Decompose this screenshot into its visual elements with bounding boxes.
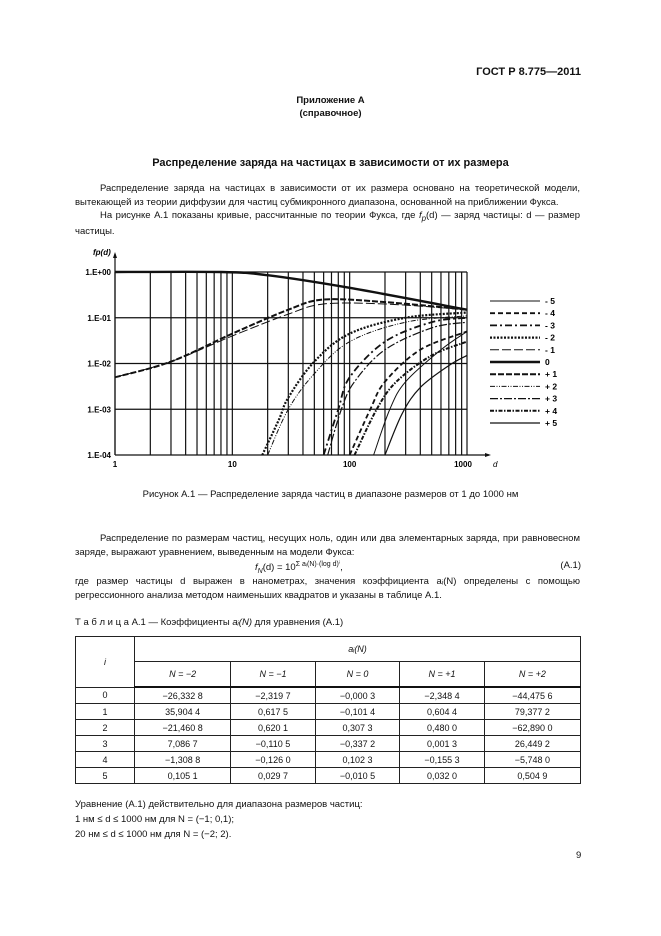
table-cell: −0,000 3 [315,687,400,704]
table-cell: 3 [76,736,135,752]
column-header-label: N = −2 [169,669,197,679]
paragraph-2-text: На рисунке А.1 показаны кривые, рассчитанные по теории Фукса, где [100,210,419,221]
table-row [76,687,581,704]
legend-label: + 4 [545,405,558,416]
x-tick-label: 1000 [454,460,472,469]
column-header [400,662,485,688]
note-line: Уравнение (А.1) действительно для диапазона размеров частиц: [75,799,363,810]
paragraph-4: где размер частицы d выражен в нанометрах, значения коэффициента aᵢ(N) определены с помощью регрессионного анализа методом наименьших квадратов и указаны в таблице А.1. [75,576,580,601]
table-cell: −26,332 8 [135,687,231,704]
y-tick-label: 1.E-03 [87,405,111,415]
legend-label: - 5 [545,296,555,306]
legend-label: - 2 [545,332,555,343]
x-axis-label: d [493,460,498,469]
y-tick-label: 1.E-01 [87,313,111,323]
table-cell: 0,001 3 [400,736,485,752]
table-cell: 0,102 3 [315,752,400,768]
table-row [76,768,581,784]
table-cell: 5 [76,768,135,784]
x-tick-label: 10 [227,460,237,469]
table-cell: −0,101 4 [315,704,400,720]
legend-label: - 4 [545,308,555,319]
page-number: 9 [576,850,582,861]
column-header-label: N = −1 [259,669,287,679]
fp-symbol: f [418,210,422,221]
table-cell: 0,105 1 [135,768,231,784]
column-header-label: N = +2 [518,669,546,679]
table-caption-prefix: Т а б л и ц а А.1 — Коэффициенты [75,617,233,628]
formula-a1 [255,560,343,575]
table-caption [75,617,343,628]
table-cell: 79,377 2 [484,704,580,720]
note-line: 20 нм ≤ d ≤ 1000 нм для N = (−2; 2). [75,829,232,840]
table-cell: −0,010 5 [315,768,400,784]
y-tick-label: 1.E-02 [87,359,111,369]
table-cell: 0,307 3 [315,720,400,736]
section-title: Распределение заряда на частицах в зависимости от их размера [152,157,509,169]
header-group-label: aᵢ(N) [348,644,367,654]
table-cell: −1,308 8 [135,752,231,768]
column-header [484,662,580,688]
header-group [135,637,581,662]
x-tick-label: 100 [342,460,357,469]
document-code: ГОСТ Р 8.775—2011 [476,66,581,78]
formula-subscript: N [257,568,263,576]
figure-caption: Рисунок А.1 — Распределение заряда частиц в диапазоне размеров от 1 до 1000 нм [142,489,519,500]
table-cell: −0,155 3 [400,752,485,768]
charge-distribution-chart [60,240,580,480]
table-cell: 1 [76,704,135,720]
column-header [231,662,316,688]
table-row [76,704,581,720]
appendix-subtitle: (справочное) [299,108,362,119]
table-caption-suffix: для уравнения (А.1) [251,617,344,628]
legend-label: + 5 [545,418,558,428]
legend-label: + 2 [545,381,558,392]
formula-exponent: Σ aᵢ(N)·(log d)ⁱ [295,561,341,568]
appendix-title: Приложение А [296,95,365,106]
table-cell: 35,904 4 [135,704,231,720]
legend-label: + 3 [545,393,558,404]
y-axis-arrow [113,252,117,258]
table-row [76,752,581,768]
table-cell: −2,319 7 [231,687,316,704]
table-cell: 7,086 7 [135,736,231,752]
table-cell: 0,620 1 [231,720,316,736]
series-line [115,299,467,377]
table-cell: 0,029 7 [231,768,316,784]
table-cell: 0,480 0 [400,720,485,736]
table-cell: −0,337 2 [315,736,400,752]
formula-number: (А.1) [560,560,581,571]
legend-label: 0 [545,357,550,367]
table-cell: 0,617 5 [231,704,316,720]
legend-label: + 1 [545,369,558,380]
column-header-label: N = +1 [428,669,456,679]
fp-subscript: p [421,213,427,223]
table-cell: 26,449 2 [484,736,580,752]
paragraph-2-text-end: (d) — заряд частицы: d — размер частицы. [75,210,580,238]
table-cell: 0,504 9 [484,768,580,784]
series-line [324,318,467,455]
table-row [76,736,581,752]
column-header-row [76,662,581,688]
y-tick-label: 1.E-04 [87,451,111,460]
x-tick-label: 1 [112,460,118,469]
paragraph-1: Распределение заряда на частицах в зависимости от их размера основано на теоретической модели, вытекающей из теории диффузии для частиц субмикронного диапазона, основанной на приближении Фукса. [75,183,580,208]
table-cell: 0 [76,687,135,704]
x-axis-arrow [485,453,491,457]
header-i-label: i [104,656,106,667]
table-cell: −2,348 4 [400,687,485,704]
paragraph-3: Распределение по размерам частиц, несущих ноль, один или два элементарных заряда, при равновесном заряде, выражают уравнением, выведенным на модели Фукса: [75,533,580,558]
table-cell: 4 [76,752,135,768]
column-header [315,662,400,688]
column-header [135,662,231,688]
paragraph-2 [75,209,580,239]
y-tick-label: 1.E+00 [85,268,111,277]
table-cell: −5,748 0 [484,752,580,768]
notes [75,797,363,842]
legend-label: - 3 [545,320,555,331]
table-cell: 2 [76,720,135,736]
series-line [268,316,467,455]
table-cell: 0,032 0 [400,768,485,784]
table-cell: −44,475 6 [484,687,580,704]
table-cell: −21,460 8 [135,720,231,736]
series-line [385,355,467,455]
formula-comma: , [340,562,343,574]
table-cell: −62,890 0 [484,720,580,736]
table-row [76,720,581,736]
table-cell: −0,126 0 [231,752,316,768]
y-axis-label: fp(d) [93,248,111,257]
legend-label: - 1 [545,344,555,355]
formula-body: (d) = 10 [262,562,296,574]
note-line: 1 нм ≤ d ≤ 1000 нм для N = (−1; 0,1); [75,814,234,825]
formula-f: f [255,562,258,574]
table-cell: 0,604 4 [400,704,485,720]
header-i [76,637,135,688]
table-cell: −0,110 5 [231,736,316,752]
table-caption-symbol: aᵢ(N) [232,617,252,628]
coefficients-table [75,636,581,784]
column-header-label: N = 0 [346,669,369,679]
